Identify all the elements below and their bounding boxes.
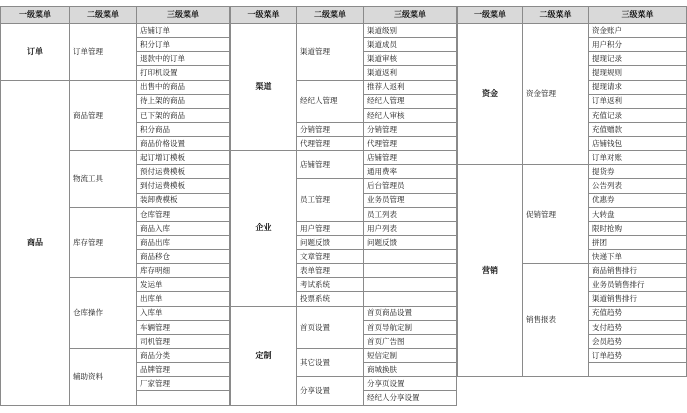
- header-cell: 三级菜单: [364, 6, 457, 24]
- second-level-menu-item: 首页设置: [297, 307, 364, 349]
- third-level-menu-item: 店铺订单: [137, 24, 230, 38]
- third-level-menu-item: 出库单: [137, 292, 230, 306]
- first-level-menu-item: 企业: [230, 151, 297, 306]
- third-level-menu-item: 品牌管理: [137, 363, 230, 377]
- third-level-menu-item: 商品价格设置: [137, 137, 230, 151]
- third-level-menu-item: 充值趋势: [589, 307, 687, 321]
- header-cell: 二级菜单: [523, 6, 589, 24]
- third-level-menu-item: 支付趋势: [589, 321, 687, 335]
- third-level-menu-item: 代理管理: [364, 137, 457, 151]
- third-level-menu-item: 商品入库: [137, 222, 230, 236]
- second-level-menu-item: 销售报表: [523, 264, 589, 377]
- third-level-menu-item: 渠道级别: [364, 24, 457, 38]
- second-level-menu-item: 用户管理: [297, 222, 364, 236]
- third-level-menu-item: 拼团: [589, 236, 687, 250]
- third-level-menu-item: 司机管理: [137, 335, 230, 349]
- third-level-menu-item: 渠道返利: [364, 66, 457, 80]
- third-level-menu-item: [589, 363, 687, 377]
- header-cell: 一级菜单: [230, 6, 297, 24]
- third-level-menu-item: 大转盘: [589, 208, 687, 222]
- third-level-menu-item: 首页广告图: [364, 335, 457, 349]
- second-level-menu-item: 物流工具: [70, 151, 137, 208]
- third-level-menu-item: 订单趋势: [589, 349, 687, 363]
- second-level-menu-item: 经纪人管理: [297, 81, 364, 123]
- third-level-menu-item: 经纪人管理: [364, 95, 457, 109]
- second-level-menu-item: 辅助资料: [70, 349, 137, 406]
- second-level-menu-item: 库存管理: [70, 208, 137, 279]
- second-level-menu-item: 渠道管理: [297, 24, 364, 81]
- third-level-menu-item: 业务员销售排行: [589, 278, 687, 292]
- third-level-menu-item: 商品销售排行: [589, 264, 687, 278]
- third-level-menu-item: 商城换肤: [364, 363, 457, 377]
- first-level-menu-item: 商品: [0, 81, 70, 406]
- third-level-menu-item: 问题反馈: [364, 236, 457, 250]
- second-level-menu-item: 资金管理: [523, 24, 589, 165]
- third-level-menu-item: [364, 264, 457, 278]
- third-level-menu-item: 用户列表: [364, 222, 457, 236]
- second-level-menu-item: 分享设置: [297, 377, 364, 405]
- third-level-menu-item: [364, 278, 457, 292]
- third-level-menu-item: [364, 292, 457, 306]
- third-level-menu-item: 商品移仓: [137, 250, 230, 264]
- header-cell: 一级菜单: [0, 6, 70, 24]
- third-level-menu-item: 订单返利: [589, 95, 687, 109]
- third-level-menu-item: 退款中的订单: [137, 52, 230, 66]
- third-level-menu-item: 通用费率: [364, 165, 457, 179]
- third-level-menu-item: 用户积分: [589, 38, 687, 52]
- third-level-menu-item: 优惠券: [589, 194, 687, 208]
- second-level-menu-item: 促销管理: [523, 165, 589, 264]
- first-level-menu-item: 渠道: [230, 24, 297, 151]
- first-level-menu-item: 定制: [230, 307, 297, 406]
- third-level-menu-item: 首页导航定制: [364, 321, 457, 335]
- third-level-menu-item: 限时抢购: [589, 222, 687, 236]
- second-level-menu-item: 代理管理: [297, 137, 364, 151]
- third-level-menu-item: 商品分类: [137, 349, 230, 363]
- third-level-menu-item: 店铺钱包: [589, 137, 687, 151]
- third-level-menu-item: 推荐人返利: [364, 81, 457, 95]
- third-level-menu-item: 提现规则: [589, 66, 687, 80]
- third-level-menu-item: 入库单: [137, 307, 230, 321]
- third-level-menu-item: 快递下单: [589, 250, 687, 264]
- third-level-menu-item: 分销管理: [364, 123, 457, 137]
- third-level-menu-item: [364, 250, 457, 264]
- third-level-menu-item: 渠道成员: [364, 38, 457, 52]
- third-level-menu-item: 起订增订模板: [137, 151, 230, 165]
- third-level-menu-item: 提现记录: [589, 52, 687, 66]
- second-level-menu-item: 表单管理: [297, 264, 364, 278]
- third-level-menu-item: 预付运费模板: [137, 165, 230, 179]
- third-level-menu-item: [137, 391, 230, 405]
- header-cell: 二级菜单: [70, 6, 137, 24]
- second-level-menu-item: 商品管理: [70, 81, 137, 152]
- second-level-menu-item: 员工管理: [297, 179, 364, 221]
- third-level-menu-item: 充值赠款: [589, 123, 687, 137]
- third-level-menu-item: 库存明细: [137, 264, 230, 278]
- third-level-menu-item: 提现请求: [589, 81, 687, 95]
- third-level-menu-item: 经纪人审核: [364, 109, 457, 123]
- first-level-menu-item: 资金: [457, 24, 523, 165]
- second-level-menu-item: 投票系统: [297, 292, 364, 306]
- third-level-menu-item: 渠道审核: [364, 52, 457, 66]
- third-level-menu-item: 积分商品: [137, 123, 230, 137]
- third-level-menu-item: 员工列表: [364, 208, 457, 222]
- third-level-menu-item: 车辆管理: [137, 321, 230, 335]
- third-level-menu-item: 提货券: [589, 165, 687, 179]
- third-level-menu-item: 已下架的商品: [137, 109, 230, 123]
- third-level-menu-item: 店铺管理: [364, 151, 457, 165]
- third-level-menu-item: 打印机设置: [137, 66, 230, 80]
- first-level-menu-item: 订单: [0, 24, 70, 81]
- second-level-menu-item: 其它设置: [297, 349, 364, 377]
- header-cell: 三级菜单: [589, 6, 687, 24]
- third-level-menu-item: 发运单: [137, 278, 230, 292]
- header-cell: 三级菜单: [137, 6, 230, 24]
- header-cell: 二级菜单: [297, 6, 364, 24]
- third-level-menu-item: 待上架的商品: [137, 95, 230, 109]
- third-level-menu-item: 订单对账: [589, 151, 687, 165]
- third-level-menu-item: 仓库管理: [137, 208, 230, 222]
- third-level-menu-item: 渠道销售排行: [589, 292, 687, 306]
- third-level-menu-item: 出售中的商品: [137, 81, 230, 95]
- third-level-menu-item: 业务员管理: [364, 194, 457, 208]
- third-level-menu-item: 资金账户: [589, 24, 687, 38]
- second-level-menu-item: 考试系统: [297, 278, 364, 292]
- third-level-menu-item: 充值记录: [589, 109, 687, 123]
- third-level-menu-item: 装卸费模板: [137, 194, 230, 208]
- third-level-menu-item: 短信定制: [364, 349, 457, 363]
- second-level-menu-item: 仓库操作: [70, 278, 137, 349]
- third-level-menu-item: 首页商品设置: [364, 307, 457, 321]
- header-cell: 一级菜单: [457, 6, 523, 24]
- third-level-menu-item: 分享页设置: [364, 377, 457, 391]
- third-level-menu-item: 积分订单: [137, 38, 230, 52]
- third-level-menu-item: 商品出库: [137, 236, 230, 250]
- third-level-menu-item: 公告列表: [589, 179, 687, 193]
- second-level-menu-item: 订单管理: [70, 24, 137, 81]
- second-level-menu-item: 分销管理: [297, 123, 364, 137]
- third-level-menu-item: 到付运费模板: [137, 179, 230, 193]
- third-level-menu-item: 会员趋势: [589, 335, 687, 349]
- third-level-menu-item: 经纪人分享设置: [364, 391, 457, 405]
- second-level-menu-item: 店铺管理: [297, 151, 364, 179]
- second-level-menu-item: 问题反馈: [297, 236, 364, 250]
- third-level-menu-item: 后台管理员: [364, 179, 457, 193]
- second-level-menu-item: 文章管理: [297, 250, 364, 264]
- third-level-menu-item: 厂家管理: [137, 377, 230, 391]
- first-level-menu-item: 营销: [457, 165, 523, 377]
